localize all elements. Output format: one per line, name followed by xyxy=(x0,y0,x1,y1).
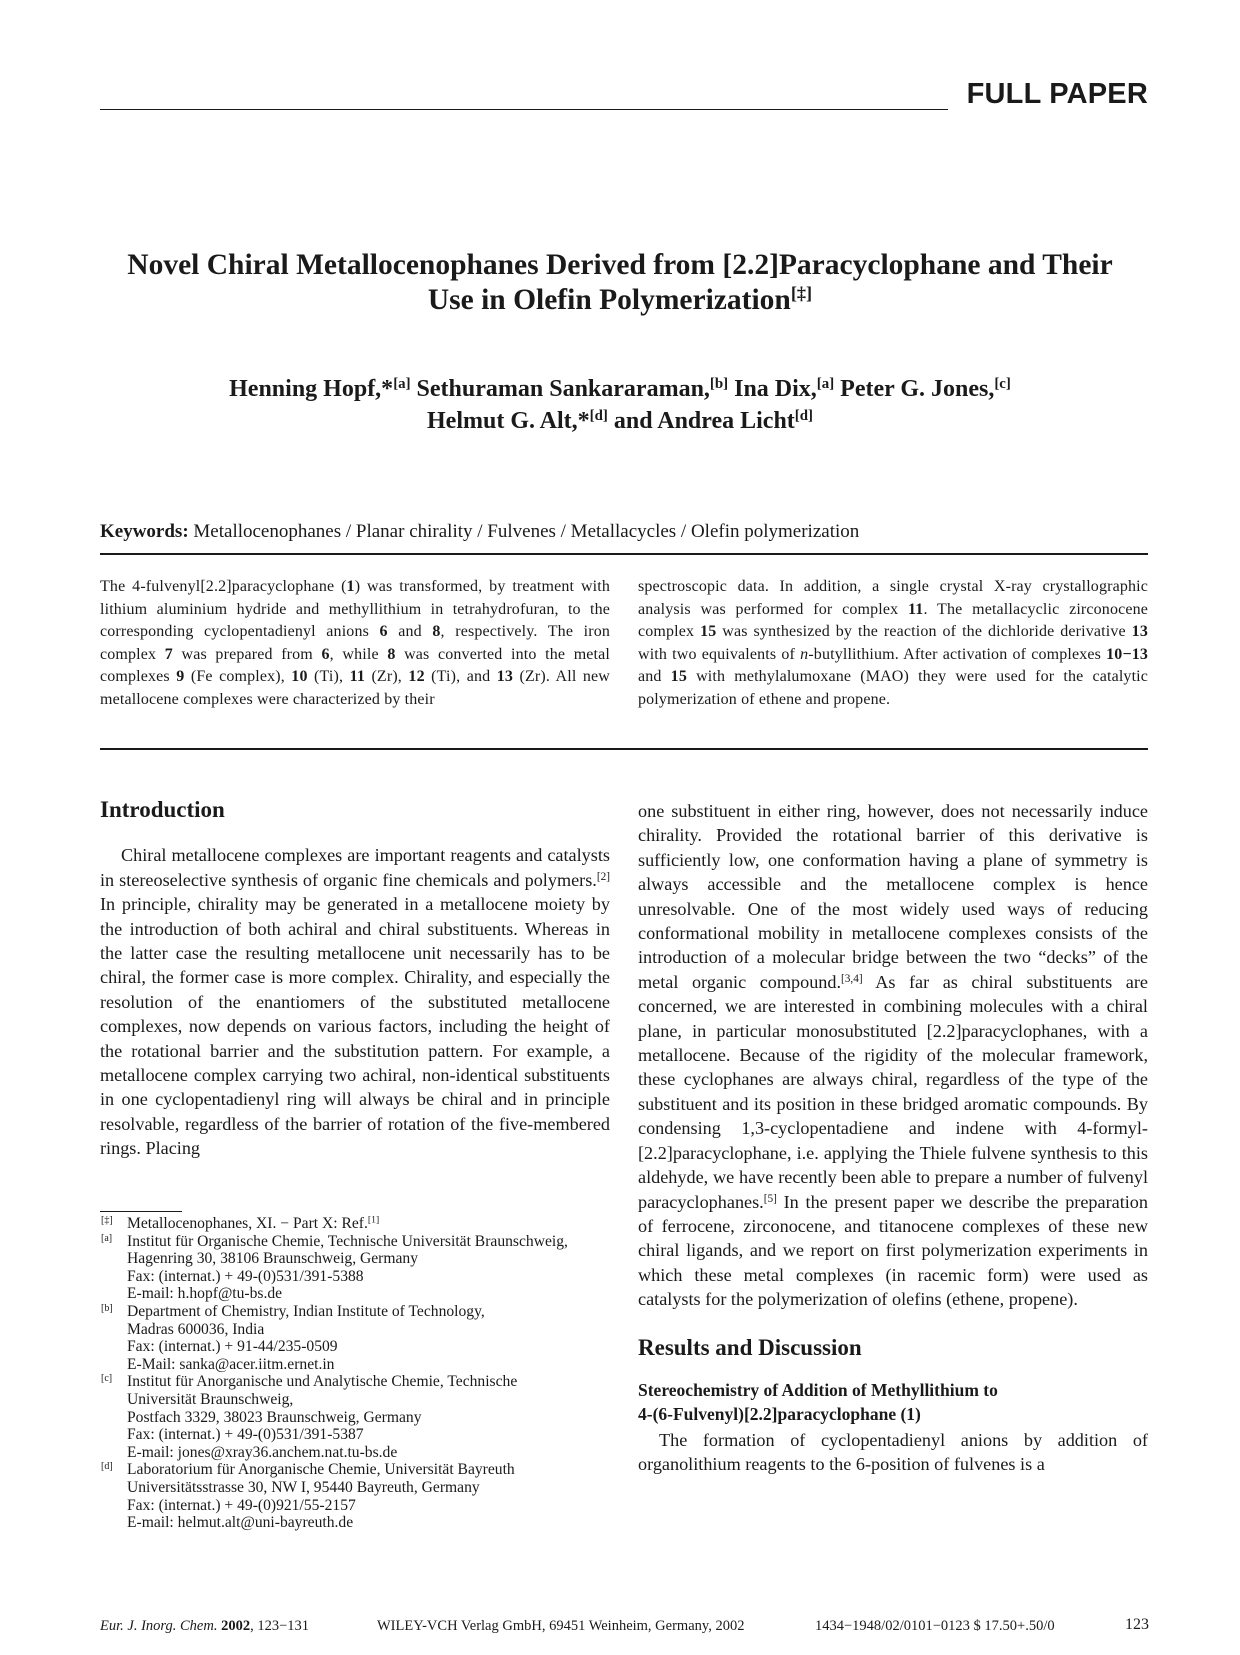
title-line-2: Use in Olefin Polymerization xyxy=(427,284,791,316)
footnote-affiliation-a: [a] Institut für Organische Chemie, Technische Universität Braunschweig, Hagenring 30, 38106 Braunschweig, Germany Fax: (internat.) + 49-(0)531/391-5388 E-mail: h.hopf@tu-bs.de xyxy=(101,1232,568,1303)
abstract-text: ) was transformed, by treatment with lithium aluminium hydride and methyllithium in tetrahydrofuran, to the corresponding cyclopentadienyl anions xyxy=(100,578,610,640)
author-name: Henning Hopf,* xyxy=(229,376,394,402)
abstract-text: and xyxy=(387,623,433,640)
keywords-text: Metallocenophanes / Planar chirality / Fulvenes / Metallacycles / Olefin polymerization xyxy=(193,521,860,542)
body-left-column xyxy=(100,798,610,1161)
title-footnote-mark: [‡] xyxy=(790,282,813,303)
author-name: Helmut G. Alt,* xyxy=(427,408,590,434)
compound-number: 11 xyxy=(908,600,924,618)
compound-number: 12 xyxy=(408,668,425,685)
abstract-text: . The metallacyclic zirconocene complex xyxy=(638,600,1148,640)
footnote-affiliation-b: [b] Department of Chemistry, Indian Institute of Technology, Madras 600036, India Fax: (internat.) + 91-44/235-0509 E-Mail: sanka@acer.iitm.ernet.in xyxy=(101,1302,485,1373)
abstract-text: spectroscopic data. In addition, a single crystal X-ray crystallographic analysis was performed for complex xyxy=(638,578,1148,618)
author-list xyxy=(100,373,1140,437)
footnotes xyxy=(100,1215,610,1532)
affiliation-mark: [a] xyxy=(393,375,411,392)
abstract-text: with methylalumoxane (MAO) they were used for the catalytic polymerization of ethene and propene. xyxy=(638,668,1149,708)
results-paragraph-1: The formation of cyclopentadienyl anions by addition of organolithium reagents to the 6-position of fulvenes is a xyxy=(638,1429,1148,1475)
keywords-label: Keywords: xyxy=(100,521,189,542)
author-line-2 xyxy=(100,405,1140,437)
abstract-text: with two equivalents of xyxy=(638,645,801,663)
affiliation-mark: [a] xyxy=(816,375,835,392)
footer-issn: 1434−1948/02/0101−0123 $ 17.50+.50/0 xyxy=(815,1618,1055,1634)
footer-publisher: WILEY-VCH Verlag GmbH, 69451 Weinheim, Germany, 2002 xyxy=(377,1618,745,1634)
compound-number: 6 xyxy=(321,645,330,663)
abstract-text: (Ti), and xyxy=(424,668,497,685)
abstract-left-column xyxy=(100,576,610,711)
footnote-affiliation-c: [c] Institut für Anorganische und Analytische Chemie, Technische Universität Braunschweig, Postfach 3329, 38023 Braunschweig, Germany Fax: (internat.) + 49-(0)531/391-5387 E-mail: jones@xray36.anchem.nat.tu-bs.de xyxy=(101,1373,518,1461)
footer-citation: Eur. J. Inorg. Chem. 2002, 123−131 xyxy=(100,1618,310,1634)
compound-number: 8 xyxy=(432,623,441,640)
compound-number: 7 xyxy=(164,645,173,663)
citation: [3,4] xyxy=(841,972,863,985)
affiliation-mark: [d] xyxy=(589,407,608,424)
abstract-top-rule xyxy=(100,553,1148,555)
header-rule xyxy=(100,109,948,110)
title-line-1: Novel Chiral Metallocenophanes Derived from [2.2]Paracyclophane and Their xyxy=(127,249,1113,281)
compound-number: 10 xyxy=(291,668,308,685)
compound-number: 13 xyxy=(1131,623,1148,640)
compound-number: 1 xyxy=(346,578,355,595)
compound-number: 15 xyxy=(670,668,687,685)
abstract-text: (Fe complex), xyxy=(184,668,292,685)
abstract-text: The 4-fulvenyl[2.2]paracyclophane ( xyxy=(100,578,347,595)
compound-number: 11 xyxy=(349,668,365,685)
introduction-paragraph-2: one substituent in either ring, however, does not necessarily induce chirality. Provided the rotational barrier of this derivative is sufficiently low, one conformation having a plane of symmetry is always accessible and the metallocene complex is hence unresolvable. One of the most widely used ways of reducing conformational mobility in metallocene complexes consists of the introduction of a molecular bridge between the two “decks” of the metal organic compound.[3,4] As far as chiral substituents are concerned, we are interested in combining molecules with a chiral plane, in particular monosubstituted [2.2]paracyclophanes, with a metallocene. Because of the rigidity of the molecular framework, these cyclophanes are always chiral, regardless of the type of the substituent and its position in these bridged aromatic compounds. By condensing 1,3-cyclopentadiene and indene with 4-formyl-[2.2]paracyclophane, i.e. applying the Thiele fulvene synthesis to this aldehyde, we have recently been able to prepare a number of fulvenyl paracyclophanes.[5] In the present paper we describe the preparation of ferrocene, zirconocene, and titanocene complexes of these new chiral ligands, and we report on first polymerization experiments in which these metal complexes (in racemic form) were used as catalysts for the polymerization of olefins (ethene, propene). xyxy=(638,801,1148,1310)
affiliation-mark: [c] xyxy=(994,375,1011,392)
abstract-text: (Zr), xyxy=(365,668,409,685)
abstract-text: -butyllithium. After activation of complexes xyxy=(808,645,1107,663)
footnote-dagger: [‡] Metallocenophanes, XI. − Part X: Ref.[1] xyxy=(101,1214,380,1232)
introduction-heading: Introduction xyxy=(100,797,225,822)
abstract-text: was synthesized by the reaction of the dichloride derivative xyxy=(716,623,1132,640)
author-line-1 xyxy=(100,373,1140,405)
author-name: Ina Dix, xyxy=(728,376,817,402)
abstract-text: , respectively. The iron complex xyxy=(100,623,611,663)
compound-number: 10−13 xyxy=(1106,645,1149,663)
affiliation-mark: [b] xyxy=(709,375,729,392)
compound-number: 6 xyxy=(379,623,388,640)
italic-prefix: n xyxy=(800,645,809,663)
introduction-paragraph-1: Chiral metallocene complexes are important reagents and catalysts in stereoselective synthesis of organic fine chemicals and polymers.[2] In principle, chirality may be generated in a metallocene moiety by the introduction of both achiral and chiral substituents. Whereas in the latter case the resulting metallocene unit necessarily has to be chiral, the former case is more complex. Chirality, and especially the resolution of the enantiomers of the substituted metallocene complexes, now depends on various factors, including the height of the rotational barrier and the substitution pattern. For example, a metallocene complex carrying two achiral, non-identical substituents in one cyclopentadienyl ring will always be chiral and in principle resolvable, regardless of the barrier of rotation of the five-membered rings. Placing xyxy=(100,845,610,1159)
results-heading: Results and Discussion xyxy=(638,1334,862,1360)
abstract-text: was converted into the metal complexes xyxy=(100,645,611,685)
abstract-text: (Ti), xyxy=(307,668,350,685)
author-name: Peter G. Jones, xyxy=(834,376,995,402)
page-number: 123 xyxy=(1125,1616,1149,1633)
abstract-right-column xyxy=(638,576,1148,711)
author-name: and Andrea Licht xyxy=(607,408,795,434)
citation: [5] xyxy=(763,1192,777,1205)
keywords xyxy=(100,521,859,543)
abstract-bottom-rule xyxy=(100,748,1148,750)
footnote-affiliation-d: [d] Laboratorium für Anorganische Chemie, Universität Bayreuth Universitätsstrasse 30, NW I, 95440 Bayreuth, Germany Fax: (internat.) + 49-(0)921/55-2157 E-mail: helmut.alt@uni-bayreuth.de xyxy=(101,1461,515,1532)
abstract-text: , while xyxy=(329,645,388,663)
compound-number: 9 xyxy=(176,668,185,685)
author-name: Sethuraman Sankararaman, xyxy=(410,376,710,402)
compound-number: 8 xyxy=(387,645,396,663)
compound-number: 13 xyxy=(496,668,514,685)
abstract-text: and xyxy=(638,668,671,685)
citation: [2] xyxy=(596,870,610,883)
article-title xyxy=(100,248,1140,318)
abstract-text: was prepared from xyxy=(172,645,322,663)
results-subheading: Stereochemistry of Addition of Methyllithium to 4-(6-Fulvenyl)[2.2]paracyclophane (1) xyxy=(638,1379,998,1424)
affiliation-mark: [d] xyxy=(794,407,813,424)
abstract-text: (Zr). All new metallocene complexes were characterized by their xyxy=(100,668,610,708)
section-label: FULL PAPER xyxy=(966,78,1148,110)
compound-number: 15 xyxy=(700,623,717,640)
body-right-column xyxy=(638,799,1148,1477)
